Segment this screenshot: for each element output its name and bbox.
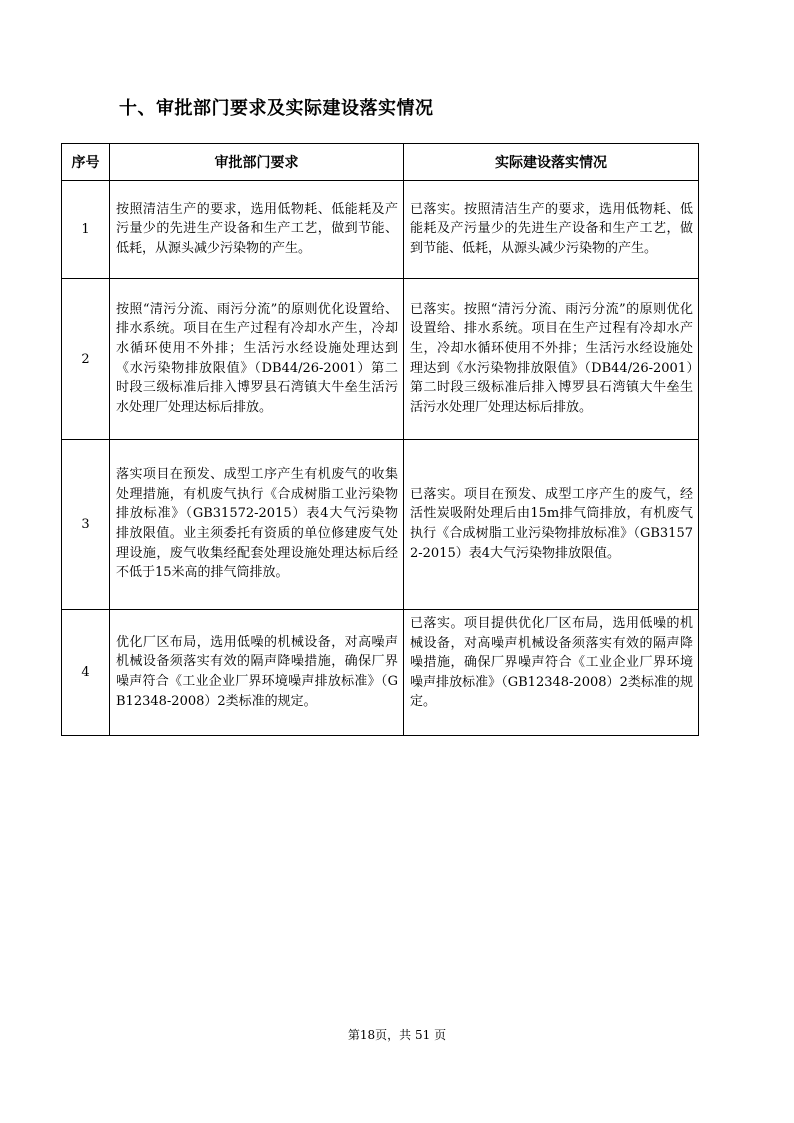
implementation-cell: 已落实。按照“清污分流、雨污分流”的原则优化设置给、排水系统。项目在生产过程有冷却水产生，冷却水循环使用不外排；生活污水经设施处理达到《水污染物排放限值》（DB44/26-2001）第二时段三级标准后排入博罗县石湾镇大牛垒生活污水处理厂处理达标后排放。 [404, 279, 699, 440]
row-number: 4 [62, 610, 110, 736]
section-title: 十、审批部门要求及实际建设落实情况 [119, 98, 434, 119]
implementation-cell: 已落实。按照清洁生产的要求，选用低物耗、低能耗及产污量少的先进生产设备和生产工艺，做到节能、低耗，从源头减少污染物的产生。 [404, 181, 699, 279]
row-number: 2 [62, 279, 110, 440]
implementation-cell: 已落实。项目在预发、成型工序产生的废气，经活性炭吸附处理后由15m排气筒排放，有机废气执行《合成树脂工业污染物排放标准》（GB31572-2015）表4大气污染物排放限值。 [404, 440, 699, 610]
requirement-cell: 按照清洁生产的要求，选用低物耗、低能耗及产污量少的先进生产设备和生产工艺，做到节能、低耗，从源头减少污染物的产生。 [110, 181, 404, 279]
header-requirement: 审批部门要求 [110, 144, 404, 181]
implementation-cell: 已落实。项目提供优化厂区布局，选用低噪的机械设备，对高噪声机械设备须落实有效的隔声降噪措施，确保厂界噪声符合《工业企业厂界环境噪声排放标准》（GB12348-2008）2类标准的规定。 [404, 610, 699, 736]
table-row [62, 440, 699, 610]
table-row [62, 181, 699, 279]
row-number: 1 [62, 181, 110, 279]
header-no: 序号 [62, 144, 110, 181]
requirements-table [61, 143, 699, 736]
requirement-cell: 落实项目在预发、成型工序产生有机废气的收集处理措施，有机废气执行《合成树脂工业污染物排放标准》（GB31572-2015）表4大气污染物排放限值。业主须委托有资质的单位修建废气处理设施，废气收集经配套处理设施处理达标后经不低于15米高的排气筒排放。 [110, 440, 404, 610]
header-implementation: 实际建设落实情况 [404, 144, 699, 181]
requirement-cell: 优化厂区布局，选用低噪的机械设备，对高噪声机械设备须落实有效的隔声降噪措施，确保厂界噪声符合《工业企业厂界环境噪声排放标准》（GB12348-2008）2类标准的规定。 [110, 610, 404, 736]
table-row [62, 610, 699, 736]
row-number: 3 [62, 440, 110, 610]
requirement-cell: 按照“清污分流、雨污分流”的原则优化设置给、排水系统。项目在生产过程有冷却水产生，冷却水循环使用不外排；生活污水经设施处理达到《水污染物排放限值》（DB44/26-2001）第二时段三级标准后排入博罗县石湾镇大牛垒生活污水处理厂处理达标后排放。 [110, 279, 404, 440]
table-row [62, 279, 699, 440]
table-header-row [62, 144, 699, 181]
page-footer: 第18页，共 51 页 [347, 1028, 447, 1042]
